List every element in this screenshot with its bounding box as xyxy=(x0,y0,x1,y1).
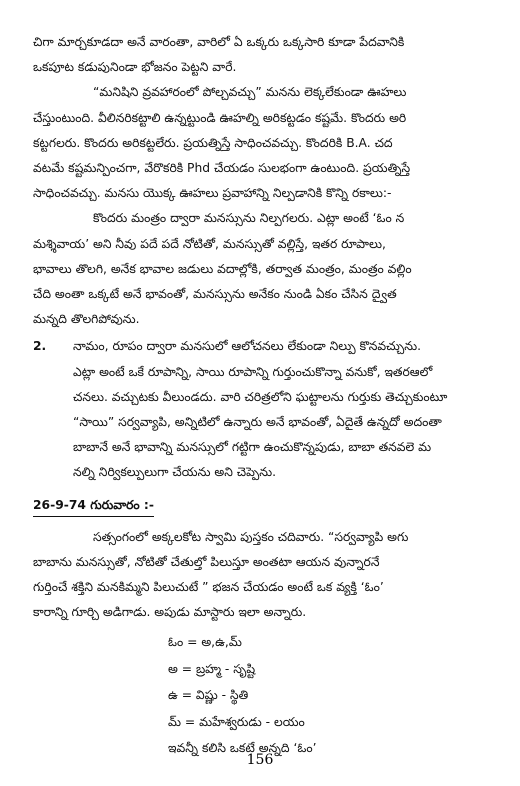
formula-line: మ్ = మహేశ్వరుడు - లయం xyxy=(168,714,305,729)
opening-paragraph xyxy=(33,30,490,80)
text-line: బాబాను మనస్సుతో, నోటితో చేతుల్తో పిలుస్తూ అంతటా ఆయన వున్నారనే xyxy=(33,554,380,569)
text-line: వటమే కష్టమన్పించగా, వేరొకరికి Phd చేయడం సులభంగా ఉంటుంది. ప్రయత్నిస్తే xyxy=(33,161,411,176)
text-line: చిగా మార్చకూడదా అనే వారంతా, వారిలో ఏ ఒక్కరు ఒక్కసారి కూడా పేదవానికి xyxy=(33,35,405,49)
om-formula-list xyxy=(168,629,490,762)
text-line: కొందరు మంత్రం ద్వారా మనస్సును నిల్పగలరు. ఎట్లా అంటే ‘ఓం న xyxy=(93,211,405,226)
text-line: నామం, రూపం ద్వారా మనసులో ఆలోచనలు లేకుండా నిల్పు కొనవచ్చును. xyxy=(73,339,421,354)
quote-paragraph xyxy=(33,80,490,206)
text-line: బాబానే అనే భావాన్ని మనస్సులో గట్టిగా ఉంచుకొన్నపుడు, బాబా తనవలె మ xyxy=(73,440,432,455)
text-line: ఎట్లా అంటే ఒకే రూపాన్ని, సాయి రూపాన్ని గుర్తుంచుకొన్నా వనుకో, ఇతరఆలో xyxy=(73,364,433,379)
item-number: 2. xyxy=(33,339,47,354)
mantra-paragraph xyxy=(33,206,490,332)
text-line: కట్టగలరు. కొందరు అరికట్టలేరు. ప్రయత్నిస్తే సాధించవచ్చు. కొందరికి B.A. చద xyxy=(33,135,393,150)
item-body xyxy=(73,334,490,485)
text-line: “సాయి” సర్వవ్యాపి, అన్నిటిలో ఉన్నారు అనే భావంతో, ఏదైతే ఉన్నదో అదంతా xyxy=(73,415,442,430)
text-line: ఒకపూట కడుపునిండా భోజనం పెట్టని వారే. xyxy=(33,60,237,75)
date-heading: 26-9-74 గురువారం :- xyxy=(33,494,154,517)
formula-line: ఓం = అ,ఉ,మ్ xyxy=(168,635,242,650)
text-line: చనలు. వచ్చుటకు వీలుండదు. వారి చరిత్రలోని ఘట్టాలను గుర్తుకు తెచ్చుకుంటూ xyxy=(73,389,448,404)
text-line: గుర్తించే శక్తిని మనకిమ్మని పిలుచుటే ” భజన చేయడం అంటే ఒక వ్యక్తి ‘ఓం’ xyxy=(33,580,384,595)
formula-line: అ = బ్రహ్మ - సృష్టి xyxy=(168,661,256,676)
satsang-paragraph xyxy=(33,525,490,626)
text-line: సత్సంగంలో అక్కలకోట స్వామి పుస్తకం చదివారు. “సర్వవ్యాపి అగు xyxy=(93,529,409,544)
formula-line: ఇవన్నీ కలిసి ఒకటే అన్నది ‘ఓం’ xyxy=(168,741,317,756)
text-line: మశ్శివాయ’ అని నీవు పదే పదే నోటితో, మనస్సుతో వల్లిస్తే, ఇతర రూపాలు, xyxy=(33,236,386,251)
text-line: “మనిషిని వ్రవహారంలో పోల్చవచ్చు” మనను లెక్కలేకుండా ఊహలు xyxy=(93,85,407,100)
text-line: నల్ని నిర్వికల్పులుగా చేయను అని చెప్పెను. xyxy=(73,465,277,480)
text-line: చేస్తుంటుంది. వీలినరికట్టాలి ఉన్నట్టుండి ఊహల్ని అరికట్టడం కష్టమే. కొందరు అరి xyxy=(33,110,407,125)
text-line: సాధించవచ్చు. మనసు యొక్క ఊహలు ప్రవాహాన్ని నిల్పడానికి కొన్ని రకాలు:- xyxy=(33,186,392,201)
text-line: చేది అంతా ఒక్కటే అనే భావంతో, మనస్సును అనేకం నుండి ఏకం చేసిన ద్వైత xyxy=(33,287,397,302)
formula-line: ఉ = విష్ణు - స్థితి xyxy=(168,688,249,703)
text-line: మన్నది తొలగిపోవును. xyxy=(33,312,140,327)
text-line: భావాలు తొలగి, అనేక భావాల జడులు వదాల్లోకి, తర్వాత మంత్రం, మంత్రం వల్లిం xyxy=(33,261,412,276)
text-line: కారాన్ని గూర్చి అడిగాడు. అపుడు మాస్టారు ఇలా అన్నారు. xyxy=(33,605,307,620)
numbered-item-2 xyxy=(33,334,490,485)
page-number: 156 xyxy=(246,752,274,768)
